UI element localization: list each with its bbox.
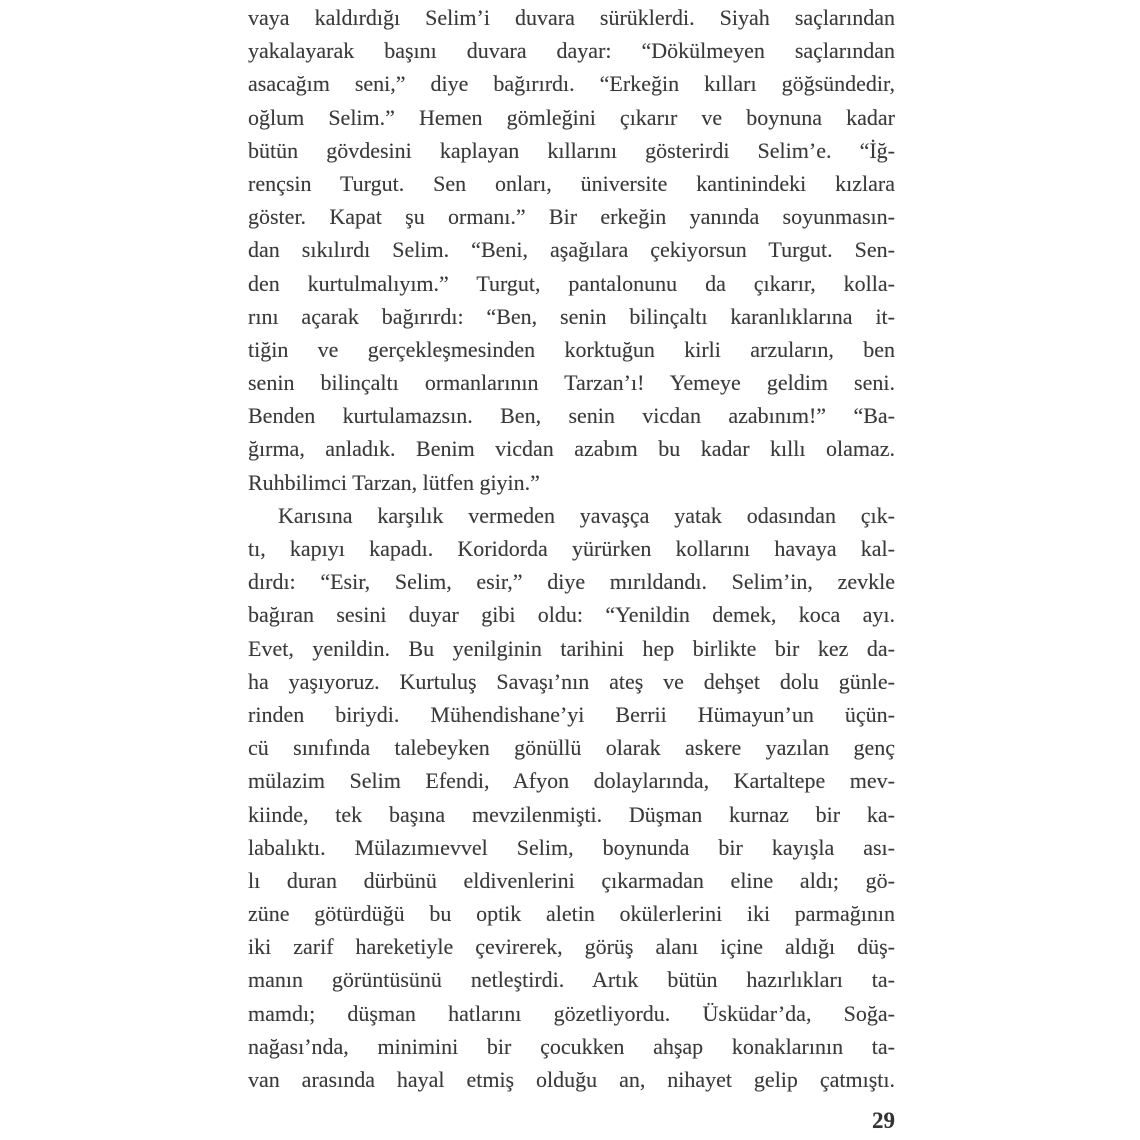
- text-line: iki zarif hareketiyle çevirerek, görüş alanı içine aldığı düş-: [248, 934, 895, 960]
- text-line: cü sınıfında talebeyken gönüllü olarak askere yazılan genç: [248, 735, 895, 761]
- text-line: mülazim Selim Efendi, Afyon dolaylarında, Kartaltepe mev-: [248, 768, 895, 794]
- text-line: van arasında hayal etmiş olduğu an, nihayet gelip çatmıştı.: [248, 1067, 895, 1092]
- text-line: senin bilinçaltı ormanlarının Tarzan’ı! Yemeye geldim seni.: [248, 370, 895, 396]
- text-line: göster. Kapat şu ormanı.” Bir erkeğin yanında soyunmasın-: [248, 204, 895, 230]
- text-line: rinden biriydi. Mühendishane’yi Berrii Hümayun’un üçün-: [248, 701, 895, 727]
- body-text: [248, 1, 895, 1096]
- text-line: Evet, yenildin. Bu yenilginin tarihini hep birlikte bir kez da-: [248, 635, 895, 661]
- text-line: labalıktı. Mülazımıevvel Selim, boynunda bir kayışla ası-: [248, 834, 895, 860]
- text-line: rençsin Turgut. Sen onları, üniversite kantinindeki kızlara: [248, 170, 895, 196]
- text-line: tı, kapıyı kapadı. Koridorda yürürken kollarını havaya kal-: [248, 536, 895, 561]
- page-number: 29: [872, 1108, 895, 1133]
- text-line: bağıran sesini duyar gibi oldu: “Yenildin demek, koca ayı.: [248, 602, 895, 628]
- text-line: vaya kaldırdığı Selim’i duvara sürüklerdi. Siyah saçlarından: [248, 5, 895, 30]
- text-line: ğırma, anladık. Benim vicdan azabım bu kadar kıllı olamaz.: [248, 436, 895, 462]
- text-line: mamdı; düşman hatlarını gözetliyordu. Üsküdar’da, Soğa-: [248, 1000, 895, 1026]
- text-line: züne götürdüğü bu optik aletin okülerlerini iki parmağının: [248, 901, 895, 927]
- text-line: yakalayarak başını duvara dayar: “Dökülmeyen saçlarından: [248, 38, 895, 64]
- text-line: den kurtulmalıyım.” Turgut, pantalonunu da çıkarır, kolla-: [248, 270, 895, 296]
- text-line: oğlum Selim.” Hemen gömleğini çıkarır ve boynuna kadar: [248, 104, 895, 130]
- text-line: Karısına karşılık vermeden yavaşça yatak odasından çık-: [278, 502, 895, 528]
- text-line: lı duran dürbünü eldivenlerini çıkarmadan eline aldı; gö-: [248, 867, 895, 893]
- text-line: dan sıkılırdı Selim. “Beni, aşağılara çekiyorsun Turgut. Sen-: [248, 237, 895, 263]
- text-line: manın görüntüsünü netleştirdi. Artık bütün hazırlıkları ta-: [248, 967, 895, 993]
- text-line: asacağım seni,” diye bağırırdı. “Erkeğin kılları göğsündedir,: [248, 71, 895, 97]
- text-line: bütün gövdesini kaplayan kıllarını gösterirdi Selim’e. “İğ-: [248, 137, 895, 163]
- text-line: nağası’nda, minimini bir çocukken ahşap konaklarının ta-: [248, 1033, 895, 1059]
- text-line: rını açarak bağırırdı: “Ben, senin bilinçaltı karanlıklarına it-: [248, 303, 895, 329]
- text-line: Benden kurtulamazsın. Ben, senin vicdan azabınım!” “Ba-: [248, 403, 895, 429]
- text-line: dırdı: “Esir, Selim, esir,” diye mırıldandı. Selim’in, zevkle: [248, 569, 895, 595]
- text-line: ha yaşıyoruz. Kurtuluş Savaşı’nın ateş ve dehşet dolu günle-: [248, 668, 895, 694]
- text-line: Ruhbilimci Tarzan, lütfen giyin.”: [248, 469, 540, 495]
- text-line: kiinde, tek başına mevzilenmişti. Düşman kurnaz bir ka-: [248, 801, 895, 827]
- text-line: tiğin ve gerçekleşmesinden korktuğun kirli arzuların, ben: [248, 336, 895, 362]
